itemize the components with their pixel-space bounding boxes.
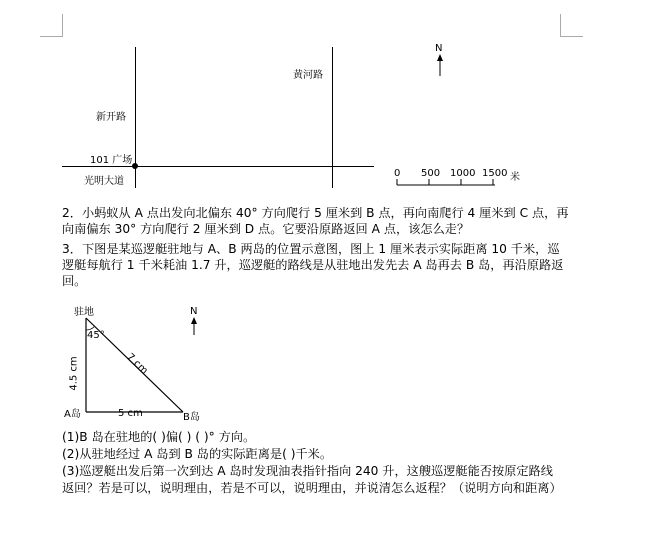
north-arrow-icon [188, 317, 200, 335]
scale-tick-500: 500 [421, 168, 441, 179]
problem-3-line: 回。 [62, 274, 87, 288]
road-guangming-label: 光明大道 [84, 176, 124, 187]
question-3-line: (3)巡逻艇出发后第一次到达 A 岛时发现油表指针指向 240 升，这艘巡逻艇能否按原定路线 [62, 464, 553, 478]
questions [62, 429, 582, 497]
north-label-map1: N [435, 43, 443, 54]
scale-tick-1500: 1500 [482, 168, 508, 179]
question-2: (2)从驻地经过 A 岛到 B 岛的实际距离是( )千米。 [62, 447, 333, 461]
road-guangming-line [62, 166, 374, 167]
problem-3-line: 3．下图是某巡逻艇驻地与 A、B 两岛的位置示意图，图上 1 厘米表示实际距离 10 千米，巡 [62, 242, 560, 256]
scale-tick-1000: 1000 [450, 168, 476, 179]
road-xinkai-label: 新开路 [96, 112, 126, 123]
north-arrow-icon [434, 54, 446, 76]
square-101-label: 101 广场 [90, 155, 133, 166]
question-3-line: 返回？若是可以，说明理由，若是不可以，说明理由，并说清怎么返程？（说明方向和距离） [62, 481, 562, 495]
scale-unit: 米 [510, 172, 520, 183]
page-corner-top-left [40, 14, 63, 37]
side-bottom-label: 5 cm [118, 408, 143, 419]
scale-tick-0: 0 [394, 168, 401, 179]
island-a-label: A岛 [64, 409, 81, 420]
road-huanghe-label: 黄河路 [293, 70, 323, 81]
problem-3 [62, 241, 582, 289]
side-left-label: 4.5 cm [68, 356, 80, 391]
north-label-map2: N [190, 306, 198, 317]
square-101-dot [132, 163, 138, 169]
page-corner-top-right [560, 14, 583, 37]
problem-2-line: 2．小蚂蚁从 A 点出发向北偏东 40° 方向爬行 5 厘米到 B 点，再向南爬行 4 厘米到 C 点，再 [62, 206, 569, 220]
island-b-label: B岛 [183, 412, 200, 423]
problem-2 [62, 205, 582, 237]
problem-2-line: 向南偏东 30° 方向爬行 2 厘米到 D 点。它要沿原路返回 A 点，该怎么走？ [62, 222, 470, 236]
question-1: (1)B 岛在驻地的( )偏( ) ( )° 方向。 [62, 430, 256, 444]
side-hyp-label: 7 cm [124, 351, 150, 377]
station-label: 驻地 [74, 307, 94, 318]
problem-3-line: 逻艇每航行 1 千米耗油 1.7 升，巡逻艇的路线是从驻地出发先去 A 岛再去 B 岛，再沿原路返 [62, 258, 564, 272]
angle-label: 45° [87, 330, 105, 341]
